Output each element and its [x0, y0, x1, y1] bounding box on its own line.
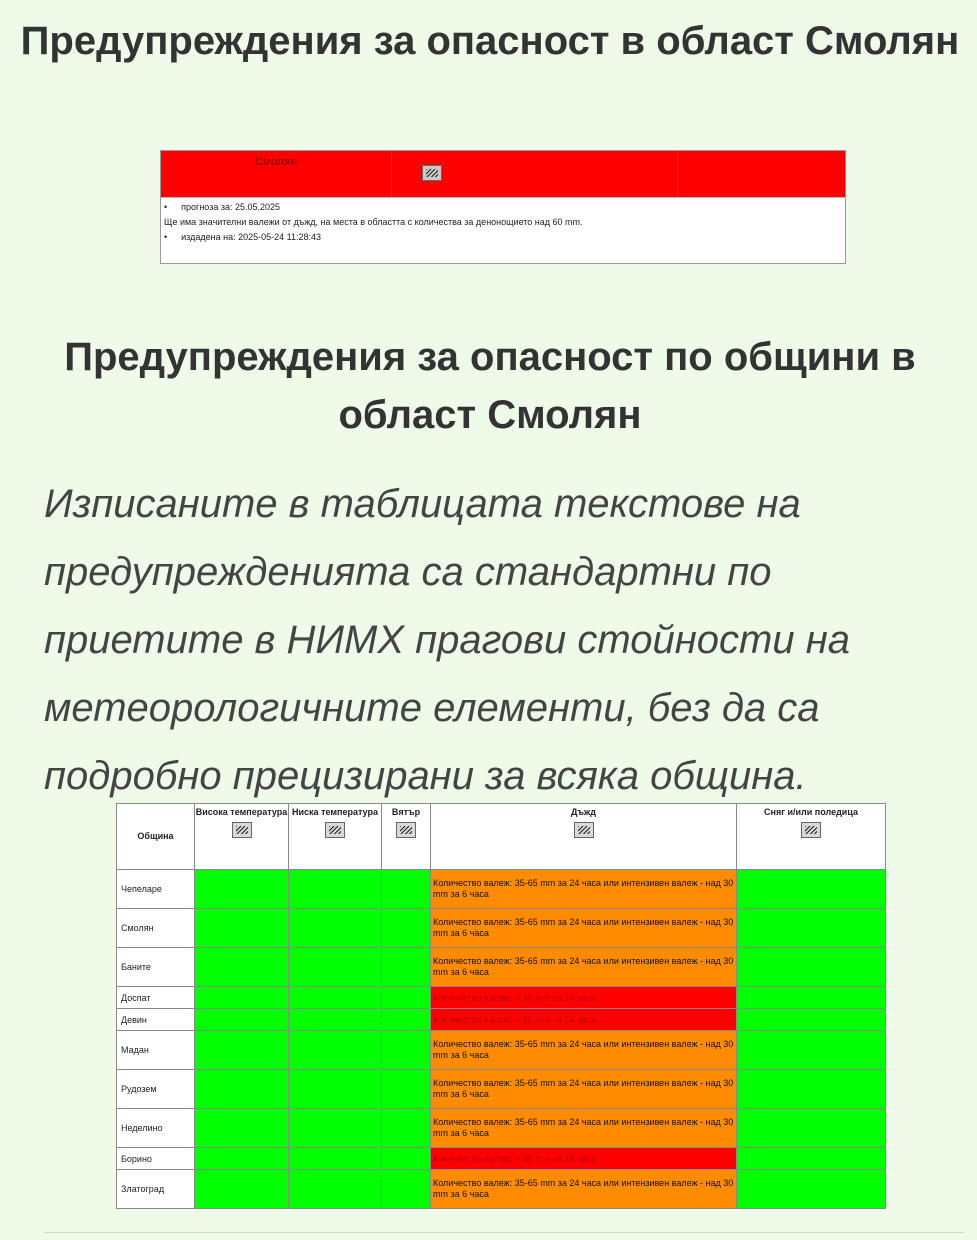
divider	[44, 1232, 964, 1233]
region-name: Смолян	[254, 156, 298, 168]
wind-level	[382, 1148, 431, 1170]
low-temp-level	[289, 1070, 382, 1109]
low-temp-level	[289, 870, 382, 909]
snow-level	[737, 1109, 886, 1148]
snow-icon	[801, 822, 821, 838]
high-temp-level	[195, 1148, 289, 1170]
wind-level	[382, 987, 431, 1009]
rain-warning: Количество валеж: 35-65 mm за 24 часа или интензивен валеж - над 30 mm за 6 часа	[431, 948, 737, 987]
low-temp-level	[289, 948, 382, 987]
col-municipality: Община	[117, 804, 195, 870]
rain-warning: Количество валеж: > 65 mm за 24 часа	[431, 1148, 737, 1170]
snow-level	[737, 1009, 886, 1031]
region-warning-details	[161, 198, 845, 245]
table-row	[117, 870, 886, 909]
high-temp-level	[195, 1070, 289, 1109]
high-temp-level	[195, 870, 289, 909]
wind-level	[382, 1031, 431, 1070]
snow-level	[737, 1148, 886, 1170]
table-header-row	[117, 804, 886, 870]
rain-warning: Количество валеж: 35-65 mm за 24 часа или интензивен валеж - над 30 mm за 6 часа	[431, 1109, 737, 1148]
high-temp-level	[195, 1170, 289, 1209]
rain-icon	[574, 822, 594, 838]
low-temp-level	[289, 1109, 382, 1148]
col-snow-ice: Сняг и/или поледица	[737, 804, 886, 870]
col-low-temperature: Ниска температура	[289, 804, 382, 870]
table-row	[117, 909, 886, 948]
warning-text: Ще има значителни валежи от дъжд, на места в областта с количества за денонощието над 60 mm.	[164, 217, 583, 227]
wind-level	[382, 1070, 431, 1109]
high-temp-level	[195, 909, 289, 948]
rain-warning: Количество валеж: 35-65 mm за 24 часа или интензивен валеж - над 30 mm за 6 часа	[431, 1031, 737, 1070]
table-row	[117, 1109, 886, 1148]
municipality-name: Чепеларе	[117, 870, 195, 909]
rain-warning: Количество валеж: 35-65 mm за 24 часа или интензивен валеж - над 30 mm за 6 часа	[431, 1170, 737, 1209]
low-temp-level	[289, 1031, 382, 1070]
forecast-date: • прогноза за: 25.05.2025	[164, 200, 845, 215]
snow-level	[737, 948, 886, 987]
snow-level	[737, 1170, 886, 1209]
municipality-warnings-table	[116, 803, 886, 1209]
wind-level	[382, 870, 431, 909]
municipality-name: Смолян	[117, 909, 195, 948]
col-high-temperature: Висока температура	[195, 804, 289, 870]
municipal-warnings-title: Предупреждения за опасност по общини в област Смолян	[64, 335, 916, 437]
rain-warning: Количество валеж: > 65 mm за 24 часа	[431, 1009, 737, 1031]
region-warning-box	[160, 150, 846, 264]
region-warning-header	[161, 151, 845, 198]
snow-level	[737, 909, 886, 948]
wind-level	[382, 1109, 431, 1148]
snow-level	[737, 987, 886, 1009]
issued-date: • издадена на: 2025-05-24 11:28:43	[164, 230, 845, 245]
region-warnings-title: Предупреждения за опасност в област Смолян	[20, 19, 960, 63]
municipality-name: Мадан	[117, 1031, 195, 1070]
table-row	[117, 1031, 886, 1070]
low-temp-level	[289, 1170, 382, 1209]
table-row	[117, 1148, 886, 1170]
low-temp-level	[289, 1009, 382, 1031]
rain-icon	[422, 165, 442, 181]
rain-warning: Количество валеж: 35-65 mm за 24 часа или интензивен валеж - над 30 mm за 6 часа	[431, 1070, 737, 1109]
low-temp-level	[289, 909, 382, 948]
thermometer-low-icon	[325, 822, 345, 838]
high-temp-level	[195, 1109, 289, 1148]
wind-level	[382, 909, 431, 948]
wind-level	[382, 948, 431, 987]
municipality-name: Доспат	[117, 987, 195, 1009]
snow-level	[737, 1070, 886, 1109]
high-temp-level	[195, 1031, 289, 1070]
municipality-name: Рудозем	[117, 1070, 195, 1109]
snow-level	[737, 1031, 886, 1070]
col-rain: Дъжд	[431, 804, 737, 870]
rain-warning: Количество валеж: 35-65 mm за 24 часа или интензивен валеж - над 30 mm за 6 часа	[431, 870, 737, 909]
municipality-name: Борино	[117, 1148, 195, 1170]
snow-level	[737, 870, 886, 909]
table-row	[117, 1009, 886, 1031]
municipality-name: Девин	[117, 1009, 195, 1031]
col-wind: Вятър	[382, 804, 431, 870]
low-temp-level	[289, 1148, 382, 1170]
disclaimer-text: Изписаните в таблицата текстове на предупрежденията са стандартни по приетите в НИМХ прагови стойности на метеорологичните елементи, без да са подробно прецизирани за всяка община.	[44, 482, 850, 798]
wind-level	[382, 1170, 431, 1209]
wind-level	[382, 1009, 431, 1031]
table-row	[117, 987, 886, 1009]
municipality-name: Златоград	[117, 1170, 195, 1209]
municipality-name: Баните	[117, 948, 195, 987]
thermometer-high-icon	[232, 822, 252, 838]
high-temp-level	[195, 948, 289, 987]
rain-warning: Количество валеж: 35-65 mm за 24 часа или интензивен валеж - над 30 mm за 6 часа	[431, 909, 737, 948]
high-temp-level	[195, 987, 289, 1009]
table-row	[117, 1170, 886, 1209]
municipality-name: Неделино	[117, 1109, 195, 1148]
rain-warning: Количество валеж: > 65 mm за 24 часа	[431, 987, 737, 1009]
wind-icon	[396, 822, 416, 838]
low-temp-level	[289, 987, 382, 1009]
high-temp-level	[195, 1009, 289, 1031]
table-row	[117, 1070, 886, 1109]
table-row	[117, 948, 886, 987]
